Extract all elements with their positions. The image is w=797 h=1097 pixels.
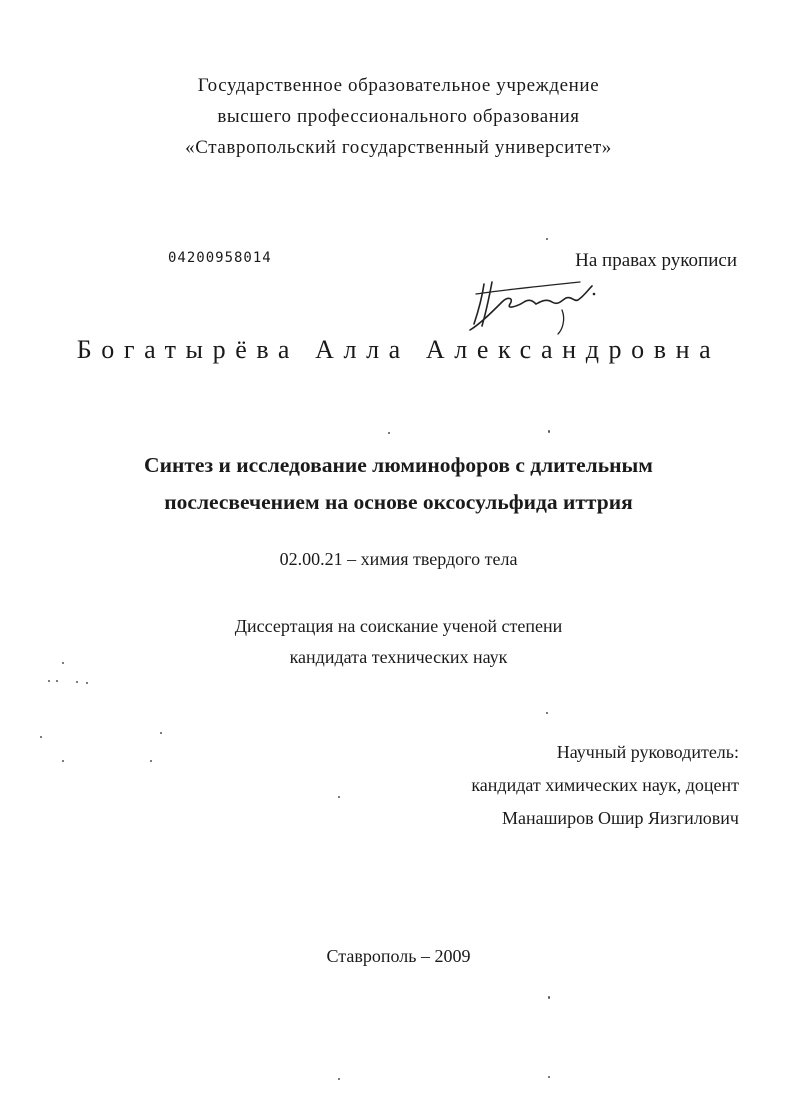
scan-speck: [546, 712, 548, 714]
scan-speck: [546, 238, 548, 240]
institution-line-2: высшего профессионального образования: [217, 106, 580, 127]
institution-line-3: «Ставропольский государственный университет»: [185, 137, 612, 158]
scientific-advisor: [471, 736, 739, 835]
thesis-title-line-1: Синтез и исследование люминофоров с длительным: [144, 453, 653, 477]
specialty-code: 02.00.21 – химия твердого тела: [279, 549, 518, 569]
scan-speck: [56, 680, 58, 682]
institution-header: [0, 70, 797, 163]
scan-speck: [338, 1078, 340, 1080]
scan-speck: [150, 760, 152, 762]
scan-speck: [388, 432, 390, 434]
degree-statement: [0, 611, 797, 673]
catalog-number: 04200958014: [168, 250, 272, 266]
author-name: Богатырёва Алла Александровна: [76, 335, 721, 364]
scan-speck: [76, 681, 78, 683]
degree-line-2: кандидата технических наук: [289, 647, 508, 667]
scan-speck: [548, 430, 550, 433]
advisor-name: Манаширов Ошир Яизгилович: [501, 808, 739, 828]
advisor-heading: Научный руководитель:: [556, 742, 739, 762]
thesis-title-line-2: послесвечением на основе оксосульфида иттрия: [164, 490, 633, 514]
scan-speck: [40, 736, 42, 738]
scan-speck: [86, 682, 88, 684]
manuscript-note: На правах рукописи: [575, 250, 737, 271]
thesis-title: [0, 447, 797, 521]
scan-speck: [338, 796, 340, 798]
scan-speck: [62, 662, 64, 664]
scan-speck: [548, 1076, 550, 1078]
city-year: Ставрополь – 2009: [326, 946, 471, 966]
scan-speck: [48, 680, 50, 682]
scan-speck: [62, 760, 64, 762]
scan-speck: [160, 732, 162, 734]
degree-line-1: Диссертация на соискание ученой степени: [234, 616, 563, 636]
scan-speck: [548, 996, 550, 999]
institution-line-1: Государственное образовательное учреждение: [197, 75, 600, 96]
author-signature: [462, 272, 602, 338]
advisor-credentials: кандидат химических наук, доцент: [471, 775, 739, 795]
